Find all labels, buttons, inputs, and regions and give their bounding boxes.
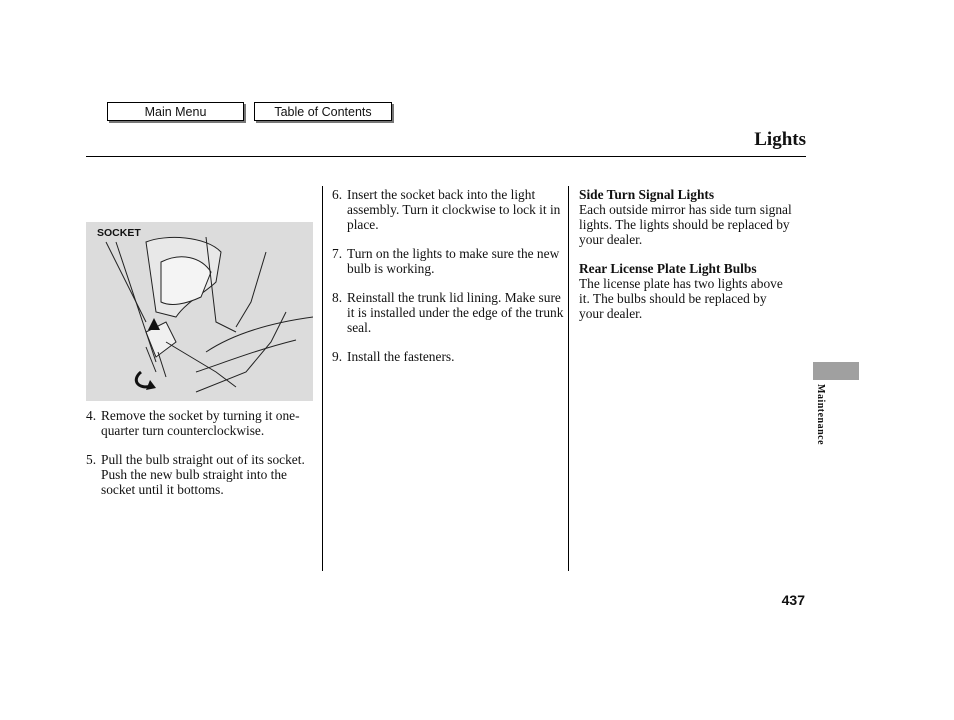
section-heading-license-plate: Rear License Plate Light Bulbs <box>579 261 757 276</box>
socket-illustration <box>86 222 313 401</box>
title-divider <box>86 156 806 157</box>
step-5 <box>86 452 318 497</box>
section-tab-marker <box>813 362 859 380</box>
table-of-contents-button[interactable]: Table of Contents <box>254 102 392 121</box>
step-text: Pull the bulb straight out of its socket. Push the new bulb straight into the socket until it bottoms. <box>101 452 305 497</box>
step-text: Turn on the lights to make sure the new bulb is working. <box>347 246 560 276</box>
socket-label: SOCKET <box>97 227 141 239</box>
step-number: 6. <box>332 187 343 202</box>
step-number: 4. <box>86 408 97 423</box>
step-text: Reinstall the trunk lid lining. Make sure it is installed under the edge of the trunk seal. <box>347 290 564 335</box>
step-text: Install the fasteners. <box>347 349 455 364</box>
step-number: 8. <box>332 290 343 305</box>
main-menu-button[interactable]: Main Menu <box>107 102 244 121</box>
column-divider-2 <box>568 186 569 571</box>
section-body-license-plate: The license plate has two lights above it. The bulbs should be replaced by your dealer. <box>579 276 783 321</box>
page-number: 437 <box>781 592 805 608</box>
section-tab-label: Maintenance <box>815 384 826 446</box>
step-text: Remove the socket by turning it one-quarter turn counterclockwise. <box>101 408 300 438</box>
step-number: 9. <box>332 349 343 364</box>
step-7 <box>332 246 564 276</box>
step-number: 5. <box>86 452 97 467</box>
socket-diagram-drawing <box>86 222 313 401</box>
step-number: 7. <box>332 246 343 261</box>
step-9 <box>332 349 564 364</box>
step-6 <box>332 187 564 232</box>
page-title: Lights <box>754 129 806 150</box>
step-text: Insert the socket back into the light assembly. Turn it clockwise to lock it in place. <box>347 187 561 232</box>
step-4 <box>86 408 318 438</box>
section-body-side-turn-signal: Each outside mirror has side turn signal lights. The lights should be replaced by your dealer. <box>579 202 792 247</box>
column-divider-1 <box>322 186 323 571</box>
step-8 <box>332 290 564 335</box>
section-heading-side-turn-signal: Side Turn Signal Lights <box>579 187 715 202</box>
